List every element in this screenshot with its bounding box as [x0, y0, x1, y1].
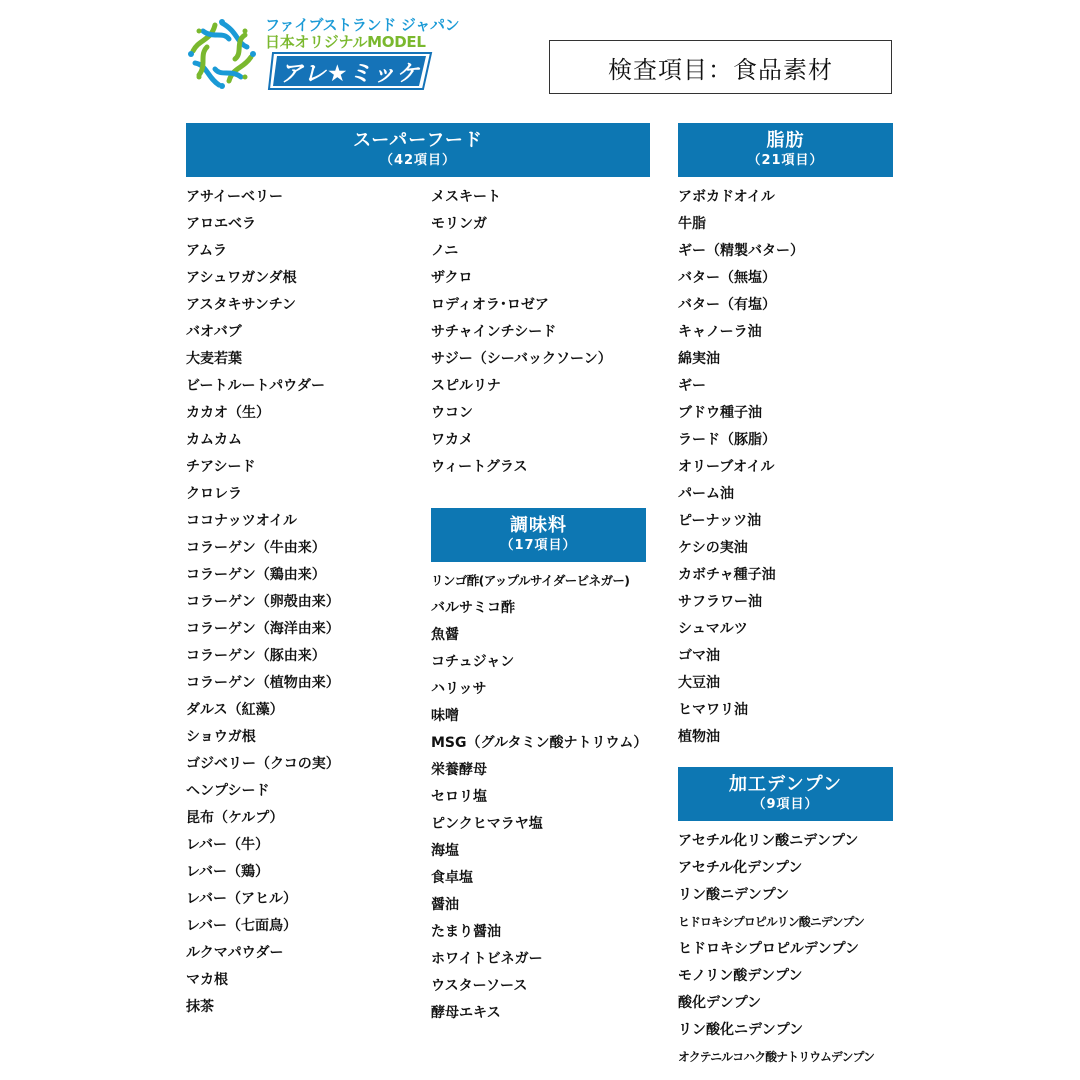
list-item: ゴジベリー（クコの実）	[186, 756, 340, 772]
list-item: バター（無塩）	[678, 270, 776, 286]
list-item: ロディオラ･ロゼア	[431, 297, 549, 313]
list-item: 抹茶	[186, 999, 214, 1015]
list-item: サフラワー油	[678, 594, 762, 610]
list-item: コラーゲン（豚由来）	[186, 648, 326, 664]
page-title: 検査項目：食品素材	[549, 40, 892, 94]
starch-header	[678, 767, 893, 821]
logo-badge-text: アレ★ミッケ	[279, 60, 421, 87]
logo-badge	[267, 51, 433, 91]
list-item: シュマルツ	[678, 621, 748, 637]
list-item: チアシード	[186, 459, 256, 475]
superfood-list-col2	[431, 186, 656, 483]
list-item: ダルス（紅藻）	[186, 702, 284, 718]
list-item: バオバブ	[186, 324, 242, 340]
list-item: オリーブオイル	[678, 459, 775, 475]
list-item: ギー	[678, 378, 706, 394]
list-item: モノリン酸デンプン	[678, 968, 803, 984]
list-item: アサイーベリー	[186, 189, 284, 205]
list-item: アスタキサンチン	[186, 297, 297, 313]
list-item: 魚醤	[431, 627, 459, 643]
superfood-title: スーパーフード	[353, 130, 483, 151]
list-item: ケシの実油	[678, 540, 748, 556]
list-item: レバー（牛）	[186, 837, 270, 853]
list-item: ビートルートパウダー	[186, 378, 326, 394]
list-item: アロエベラ	[186, 216, 256, 232]
list-item: 昆布（ケルプ）	[186, 810, 284, 826]
list-item: アセチル化リン酸ニデンプン	[678, 833, 859, 849]
list-item: リン酸ニデンプン	[678, 887, 790, 903]
starch-title: 加工デンプン	[729, 774, 842, 795]
list-item: モリンガ	[431, 216, 487, 232]
list-item: 食卓塩	[431, 870, 473, 886]
starch-count: （9項目）	[752, 797, 819, 812]
list-item: レバー（アヒル）	[186, 891, 298, 907]
seasoning-header	[431, 508, 646, 562]
list-item: サチャインチシード	[431, 324, 557, 340]
list-item: MSG（グルタミン酸ナトリウム）	[431, 735, 648, 751]
list-item: ノニ	[431, 243, 459, 259]
list-item: カカオ（生）	[186, 405, 270, 421]
list-item: ホワイトビネガー	[431, 951, 543, 967]
list-item: ショウガ根	[186, 729, 256, 745]
list-item: 大麦若葉	[186, 351, 242, 367]
list-item: コラーゲン（海洋由来）	[186, 621, 340, 637]
list-item: アムラ	[186, 243, 228, 259]
list-item: カボチャ種子油	[678, 567, 776, 583]
list-item: サジー（シーバックソーン）	[431, 351, 612, 367]
fat-list	[678, 186, 898, 753]
list-item: たまり醤油	[431, 924, 501, 940]
fat-count: （21項目）	[747, 153, 824, 168]
list-item: メスキート	[431, 189, 501, 205]
list-item: ワカメ	[431, 432, 473, 448]
list-item: 大豆油	[678, 675, 720, 691]
list-item: ブドウ種子油	[678, 405, 762, 421]
list-item: コラーゲン（鶏由来）	[186, 567, 326, 583]
list-item: コラーゲン（牛由来）	[186, 540, 326, 556]
list-item: レバー（七面鳥）	[186, 918, 298, 934]
list-item: ウスターソース	[431, 978, 528, 994]
list-item: 味噌	[431, 708, 459, 724]
superfood-list-col1	[186, 186, 421, 1023]
list-item: コチュジャン	[431, 654, 515, 670]
list-item: ヒマワリ油	[678, 702, 748, 718]
list-item: アセチル化デンプン	[678, 860, 803, 876]
list-item: アボカドオイル	[678, 189, 775, 205]
superfood-count: （42項目）	[379, 153, 457, 168]
list-item: レバー（鶏）	[186, 864, 270, 880]
list-item: 酵母エキス	[431, 1005, 501, 1021]
list-item: カムカム	[186, 432, 242, 448]
list-item: コラーゲン（植物由来）	[186, 675, 340, 691]
list-item: ウコン	[431, 405, 473, 421]
list-item: セロリ塩	[431, 789, 487, 805]
list-item: ヒドロキシプロピルリン酸ニデンプン	[678, 915, 865, 929]
dna-ring-icon	[185, 17, 259, 91]
list-item: アシュワガンダ根	[186, 270, 297, 286]
list-item: コラーゲン（卵殻由来）	[186, 594, 340, 610]
list-item: ギー（精製バター）	[678, 243, 804, 259]
list-item: ルクマパウダー	[186, 945, 284, 961]
list-item: ゴマ油	[678, 648, 720, 664]
list-item: 栄養酵母	[431, 762, 487, 778]
list-item: ザクロ	[431, 270, 473, 286]
list-item: ハリッサ	[431, 681, 487, 697]
list-item: リンゴ酢(アップルサイダービネガー)	[431, 573, 630, 588]
list-item: ココナッツオイル	[186, 513, 298, 529]
fat-header	[678, 123, 893, 177]
seasoning-list	[431, 570, 661, 1029]
list-item: バター（有塩）	[678, 297, 776, 313]
list-item: 酸化デンプン	[678, 995, 762, 1011]
seasoning-count: （17項目）	[500, 538, 577, 553]
seasoning-title: 調味料	[510, 515, 567, 536]
list-item: 海塩	[431, 843, 459, 859]
starch-list	[678, 830, 898, 1073]
list-item: オクテニルコハク酸ナトリウムデンプン	[678, 1050, 875, 1064]
superfood-header	[186, 123, 650, 177]
fat-title: 脂肪	[766, 130, 805, 151]
list-item: マカ根	[186, 972, 228, 988]
list-item: バルサミコ酢	[431, 600, 515, 616]
list-item: ピーナッツ油	[678, 513, 762, 529]
logo-brand-name: ファイブストランド ジャパン	[265, 16, 460, 34]
list-item: ヘンプシード	[186, 783, 270, 799]
list-item: 植物油	[678, 729, 720, 745]
list-item: ウィートグラス	[431, 459, 528, 475]
brand-logo	[183, 13, 473, 93]
list-item: リン酸化ニデンプン	[678, 1022, 804, 1038]
list-item: パーム油	[678, 486, 734, 502]
list-item: 綿実油	[678, 351, 720, 367]
list-item: ピンクヒマラヤ塩	[431, 816, 543, 832]
list-item: ラード（豚脂）	[678, 432, 776, 448]
list-item: クロレラ	[186, 486, 242, 502]
list-item: ヒドロキシプロピルデンプン	[678, 941, 860, 957]
logo-subtitle: 日本オリジナルMODEL	[265, 33, 426, 51]
list-item: 醤油	[431, 897, 459, 913]
list-item: スピルリナ	[431, 378, 501, 394]
list-item: 牛脂	[678, 216, 706, 232]
list-item: キャノーラ油	[678, 324, 762, 340]
